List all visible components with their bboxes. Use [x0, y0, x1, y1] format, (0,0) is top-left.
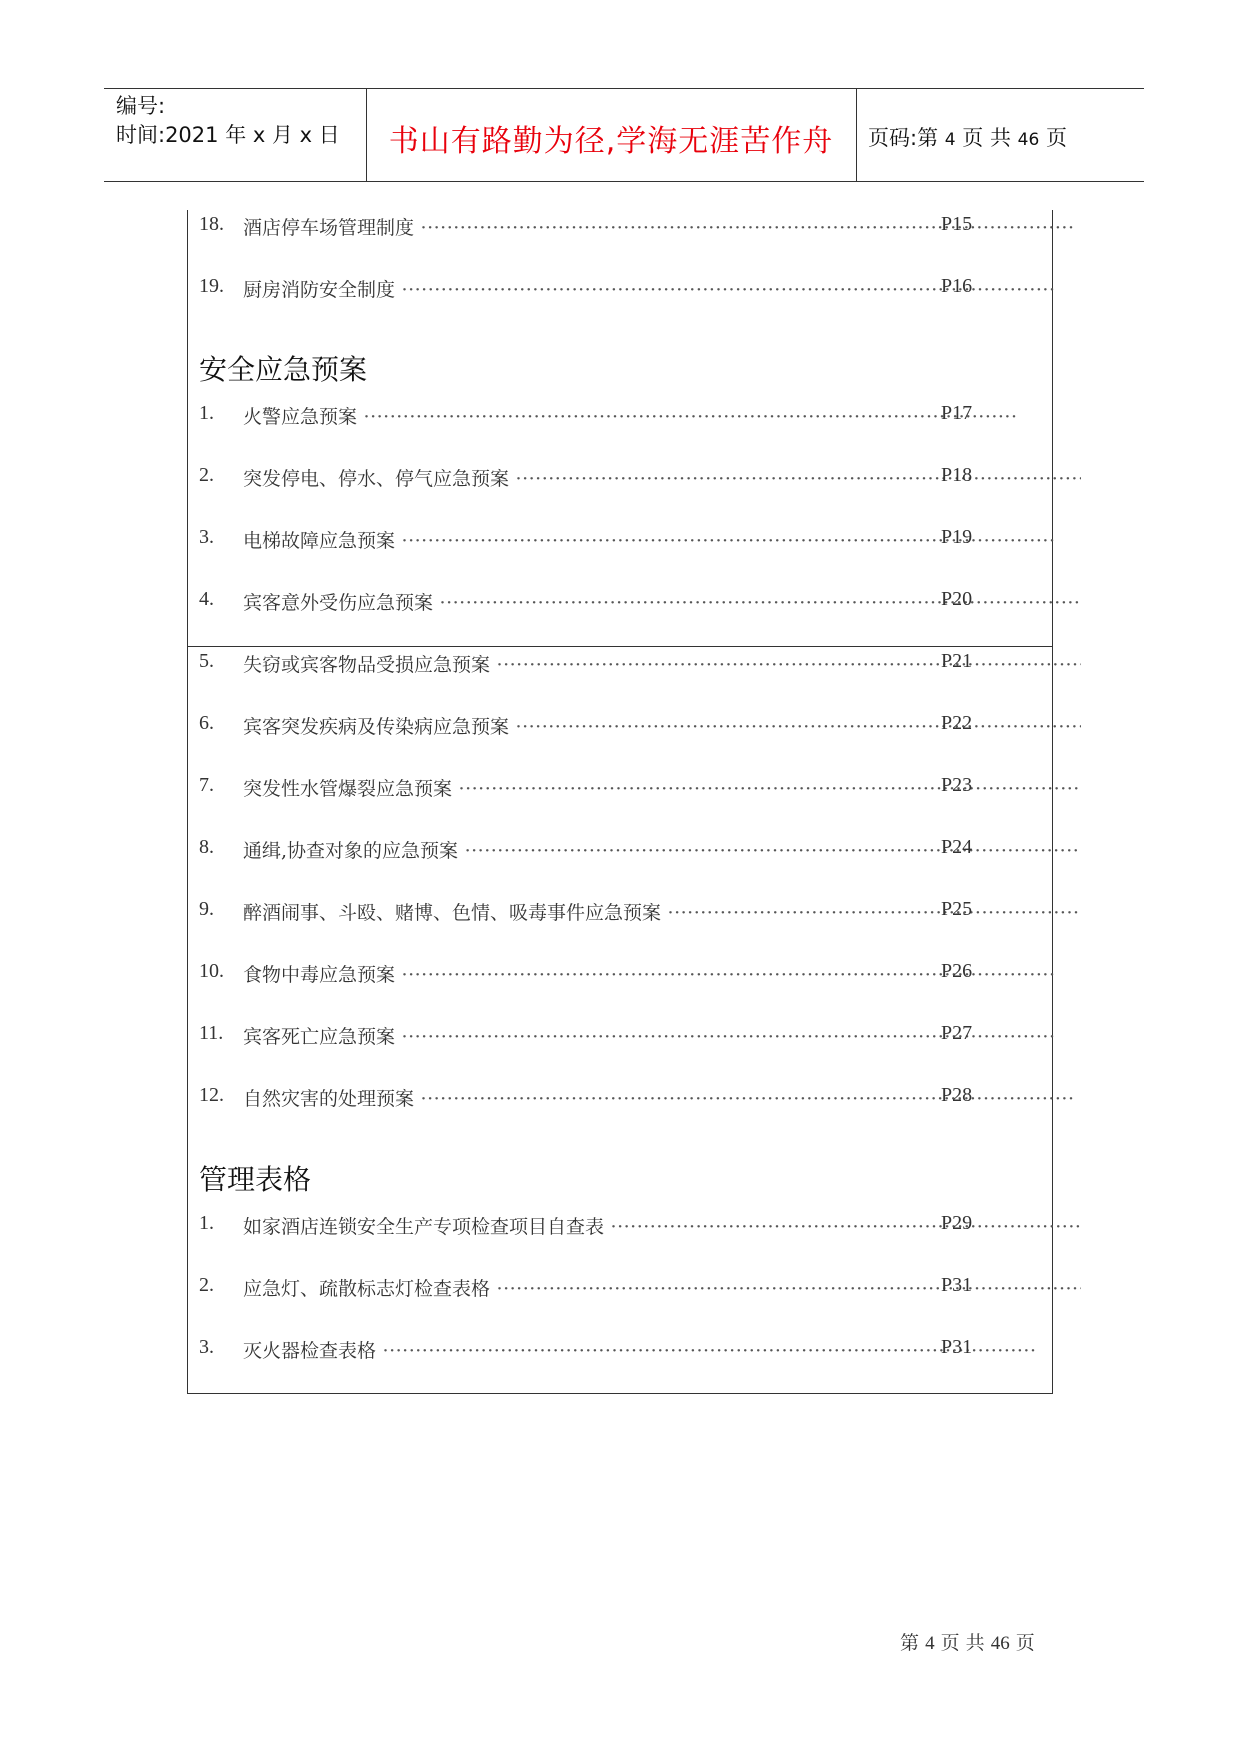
toc-entry-page: P31	[941, 1274, 973, 1296]
toc-entry-title: 火警应急预案 ·····	[243, 402, 1018, 429]
toc-entry-number: 2.	[199, 1274, 214, 1296]
header-page-info	[868, 122, 1067, 152]
toc-entry-number: 1.	[199, 1212, 214, 1234]
toc-entry-number: 19.	[199, 275, 224, 297]
header-page-mid: 页 共	[962, 126, 1011, 150]
page-footer	[900, 1628, 1035, 1655]
toc-entry-number: 5.	[199, 650, 214, 672]
toc-entry-number: 2.	[199, 464, 214, 486]
toc-entry-title: 宾客突发疾病及传染病应急预案 ·····	[243, 712, 1081, 739]
toc-entry-page: P25	[941, 898, 973, 920]
toc-entry-title: 电梯故障应急预案 ·····	[243, 526, 1056, 553]
toc-entry-title: 食物中毒应急预案 ·····	[243, 960, 1056, 987]
toc-entry-number: 12.	[199, 1084, 224, 1106]
toc-entry-title: 突发停电、停水、停气应急预案 ·····	[243, 464, 1081, 491]
toc-entry[interactable]	[199, 1212, 1059, 1242]
toc-entry[interactable]	[199, 402, 1059, 432]
toc-entry-title: 宾客死亡应急预案 ·····	[243, 1022, 1056, 1049]
toc-entry[interactable]	[199, 774, 1059, 804]
footer-mid: 页 共	[940, 1632, 985, 1654]
toc-entry[interactable]	[199, 213, 1059, 243]
toc-entry[interactable]	[199, 1084, 1059, 1114]
header-page-total: 46	[1017, 130, 1040, 150]
toc-entry-page: P17	[941, 402, 973, 424]
toc-entry-page: P16	[941, 275, 973, 297]
toc-entry-number: 9.	[199, 898, 214, 920]
toc-entry[interactable]	[199, 1274, 1059, 1304]
footer-prefix: 第	[900, 1632, 920, 1654]
toc-entry-number: 4.	[199, 588, 214, 610]
header-number-label: 编号:	[116, 94, 166, 118]
header-top-rule	[104, 88, 1144, 89]
header-page-suffix: 页	[1045, 126, 1067, 150]
toc-entry[interactable]	[199, 275, 1059, 305]
toc-entry-page: P27	[941, 1022, 973, 1044]
toc-entry-page: P26	[941, 960, 973, 982]
toc-entry-title: 酒店停车场管理制度 ·····	[243, 213, 1075, 240]
toc-entry-title: 自然灾害的处理预案 ·····	[243, 1084, 1075, 1111]
header-motto: 书山有路勤为径,学海无涯苦作舟	[388, 124, 834, 159]
header-time-label: 时间:2021 年 x 月 x 日	[116, 123, 340, 147]
toc-entry-page: P31	[941, 1336, 973, 1358]
toc-entry-page: P24	[941, 836, 973, 858]
toc-entry-page: P23	[941, 774, 973, 796]
toc-entry[interactable]	[199, 526, 1059, 556]
toc-entry-page: P15	[941, 213, 973, 235]
toc-entry-title: 宾客意外受伤应急预案 ·····	[243, 588, 1081, 615]
toc-entry-page: P22	[941, 712, 973, 734]
header-page-prefix: 页码:第	[868, 126, 939, 150]
toc-entry-number: 10.	[199, 960, 224, 982]
toc-frame-bottom	[187, 1393, 1053, 1394]
toc-entry-title: 厨房消防安全制度 ·····	[243, 275, 1056, 302]
toc-entry-number: 8.	[199, 836, 214, 858]
toc-entry[interactable]	[199, 650, 1059, 680]
toc-entry[interactable]	[199, 464, 1059, 494]
toc-frame-left	[187, 210, 188, 1393]
toc-entry-number: 1.	[199, 402, 214, 424]
toc-entry[interactable]	[199, 960, 1059, 990]
toc-entry-title: 灭火器检查表格 ·····	[243, 1336, 1037, 1363]
footer-total: 46	[990, 1633, 1010, 1654]
toc-entry-page: P29	[941, 1212, 973, 1234]
toc-entry-page: P28	[941, 1084, 973, 1106]
toc-entry[interactable]	[199, 898, 1059, 928]
section-heading-emergency: 安全应急预案	[199, 353, 368, 386]
toc-entry[interactable]	[199, 588, 1059, 618]
toc-entry-title: 失窃或宾客物品受损应急预案 ·····	[243, 650, 1081, 677]
footer-suffix: 页	[1015, 1632, 1035, 1654]
toc-entry-title: 醉酒闹事、斗殴、赌博、色情、吸毒事件应急预案 ·····	[243, 898, 1081, 925]
header-page-current: 4	[944, 130, 956, 150]
toc-entry-page: P19	[941, 526, 973, 548]
header-divider-right	[856, 88, 857, 181]
header-bottom-rule	[104, 181, 1144, 182]
toc-entry-number: 6.	[199, 712, 214, 734]
toc-entry-number: 11.	[199, 1022, 224, 1044]
header-meta	[116, 92, 340, 150]
toc-entry-number: 3.	[199, 1336, 214, 1358]
toc-entry[interactable]	[199, 712, 1059, 742]
footer-current: 4	[925, 1633, 935, 1654]
toc-entry-page: P21	[941, 650, 973, 672]
toc-entry-title: 应急灯、疏散标志灯检查表格 ·····	[243, 1274, 1081, 1301]
toc-entry-title: 突发性水管爆裂应急预案 ·····	[243, 774, 1081, 801]
toc-entry[interactable]	[199, 836, 1059, 866]
section-heading-forms: 管理表格	[199, 1163, 312, 1196]
toc-entry-number: 18.	[199, 213, 224, 235]
toc-page-break-rule	[187, 646, 1053, 647]
toc-entry-page: P18	[941, 464, 973, 486]
toc-entry-page: P20	[941, 588, 973, 610]
toc-entry-number: 3.	[199, 526, 214, 548]
toc-entry-number: 7.	[199, 774, 214, 796]
toc-entry[interactable]	[199, 1022, 1059, 1052]
toc-entry[interactable]	[199, 1336, 1059, 1366]
toc-entry-title: 如家酒店连锁安全生产专项检查项目自查表 ·····	[243, 1212, 1081, 1239]
toc-entry-title: 通缉,协查对象的应急预案 ·····	[243, 836, 1081, 863]
